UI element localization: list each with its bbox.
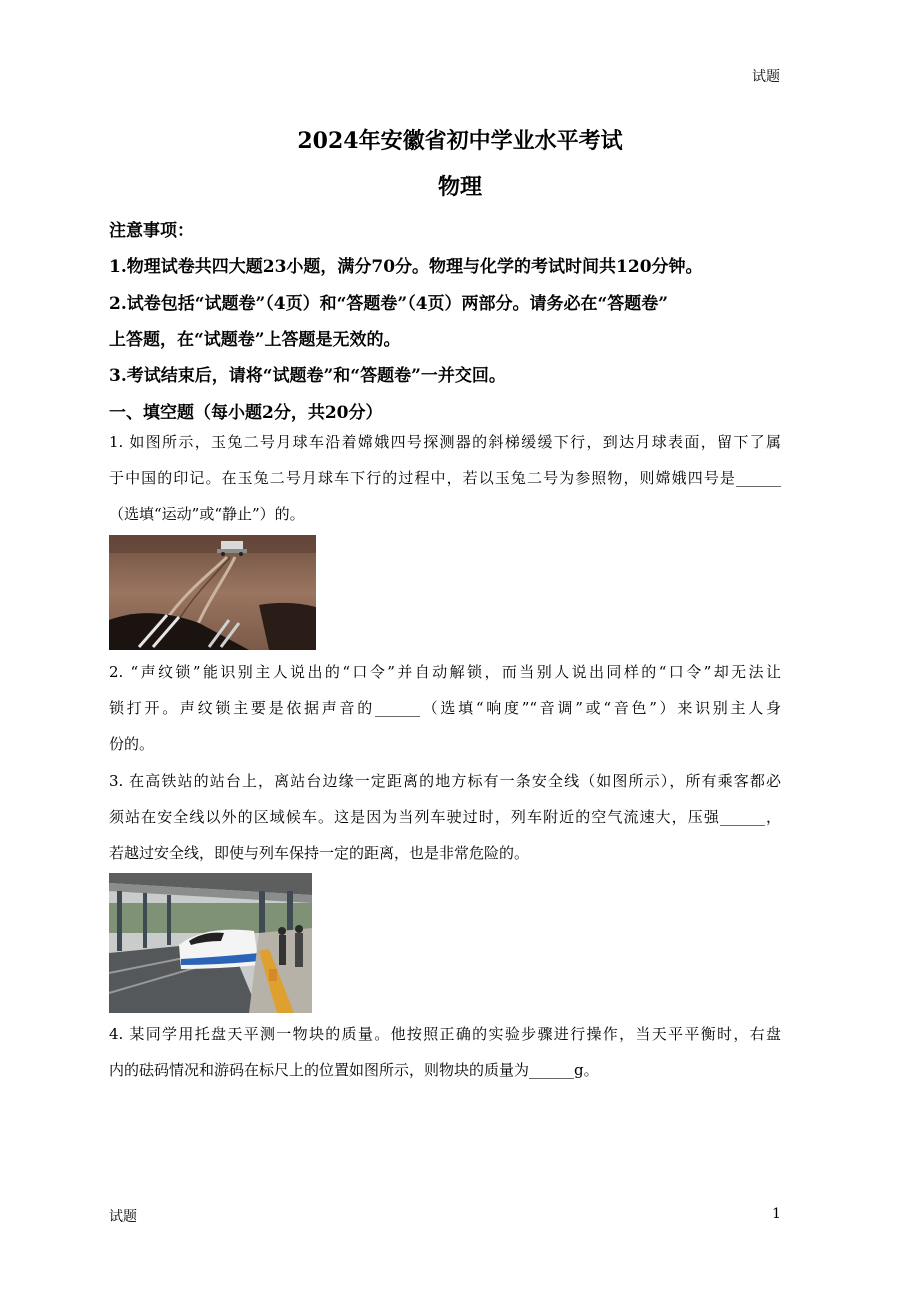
subject-title: 物理	[437, 174, 482, 200]
notice-item: 2.试卷包括“试题卷”（4页）和“答题卷”（4页）两部分。请务必在“答题卷”	[109, 294, 669, 314]
notice-item: 3.考试结束后，请将“试题卷”和“答题卷”一并交回。	[109, 366, 506, 386]
question-line: 锁打开。声纹锁主要是依据声音的______（选填“响度”“音调”或“音色”）来识别主人身	[109, 699, 781, 717]
exam-title: 2024年安徽省初中学业水平考试	[297, 128, 623, 154]
question-line: 份的。	[109, 735, 155, 753]
question-4	[109, 1016, 781, 1088]
notice-item: 上答题，在“试题卷”上答题是无效的。	[109, 330, 401, 350]
train-platform-photo	[109, 873, 312, 1013]
question-2	[109, 654, 781, 762]
lunar-rover-photo	[109, 535, 316, 650]
question-line: 若越过安全线，即使与列车保持一定的距离，也是非常危险的。	[109, 844, 530, 862]
question-line: 1. 如图所示，玉兔二号月球车沿着嫦娥四号探测器的斜梯缓缓下行，到达月球表面，留下了属	[109, 433, 781, 451]
question-line: 须站在安全线以外的区域候车。这是因为当列车驶过时，列车附近的空气流速大，压强______，	[109, 808, 781, 826]
question-1	[109, 424, 781, 532]
question-line: 于中国的印记。在玉兔二号月球车下行的过程中，若以玉兔二号为参照物，则嫦娥四号是______	[109, 469, 781, 487]
notice-heading: 注意事项：	[109, 221, 194, 241]
question-line: （选填“运动”或“静止”）的。	[109, 505, 305, 523]
question-line: 4. 某同学用托盘天平测一物块的质量。他按照正确的实验步骤进行操作，当天平平衡时，右盘	[109, 1025, 781, 1043]
notice-item: 1.物理试卷共四大题23小题，满分70分。物理与化学的考试时间共120分钟。	[109, 257, 703, 277]
question-line: 内的砝码情况和游码在标尺上的位置如图所示，则物块的质量为______g。	[109, 1061, 599, 1079]
question-3	[109, 763, 781, 871]
question-line: 3. 在高铁站的站台上，离站台边缘一定距离的地方标有一条安全线（如图所示），所有乘客都必	[109, 772, 781, 790]
page-number: 1	[772, 1206, 781, 1222]
question-line: 2. “声纹锁”能识别主人说出的“口令”并自动解锁，而当别人说出同样的“口令”却无法让	[109, 663, 781, 681]
section-heading: 一、填空题（每小题2分，共20分）	[109, 403, 383, 423]
header-label: 试题	[752, 69, 780, 85]
footer-label: 试题	[109, 1209, 137, 1225]
